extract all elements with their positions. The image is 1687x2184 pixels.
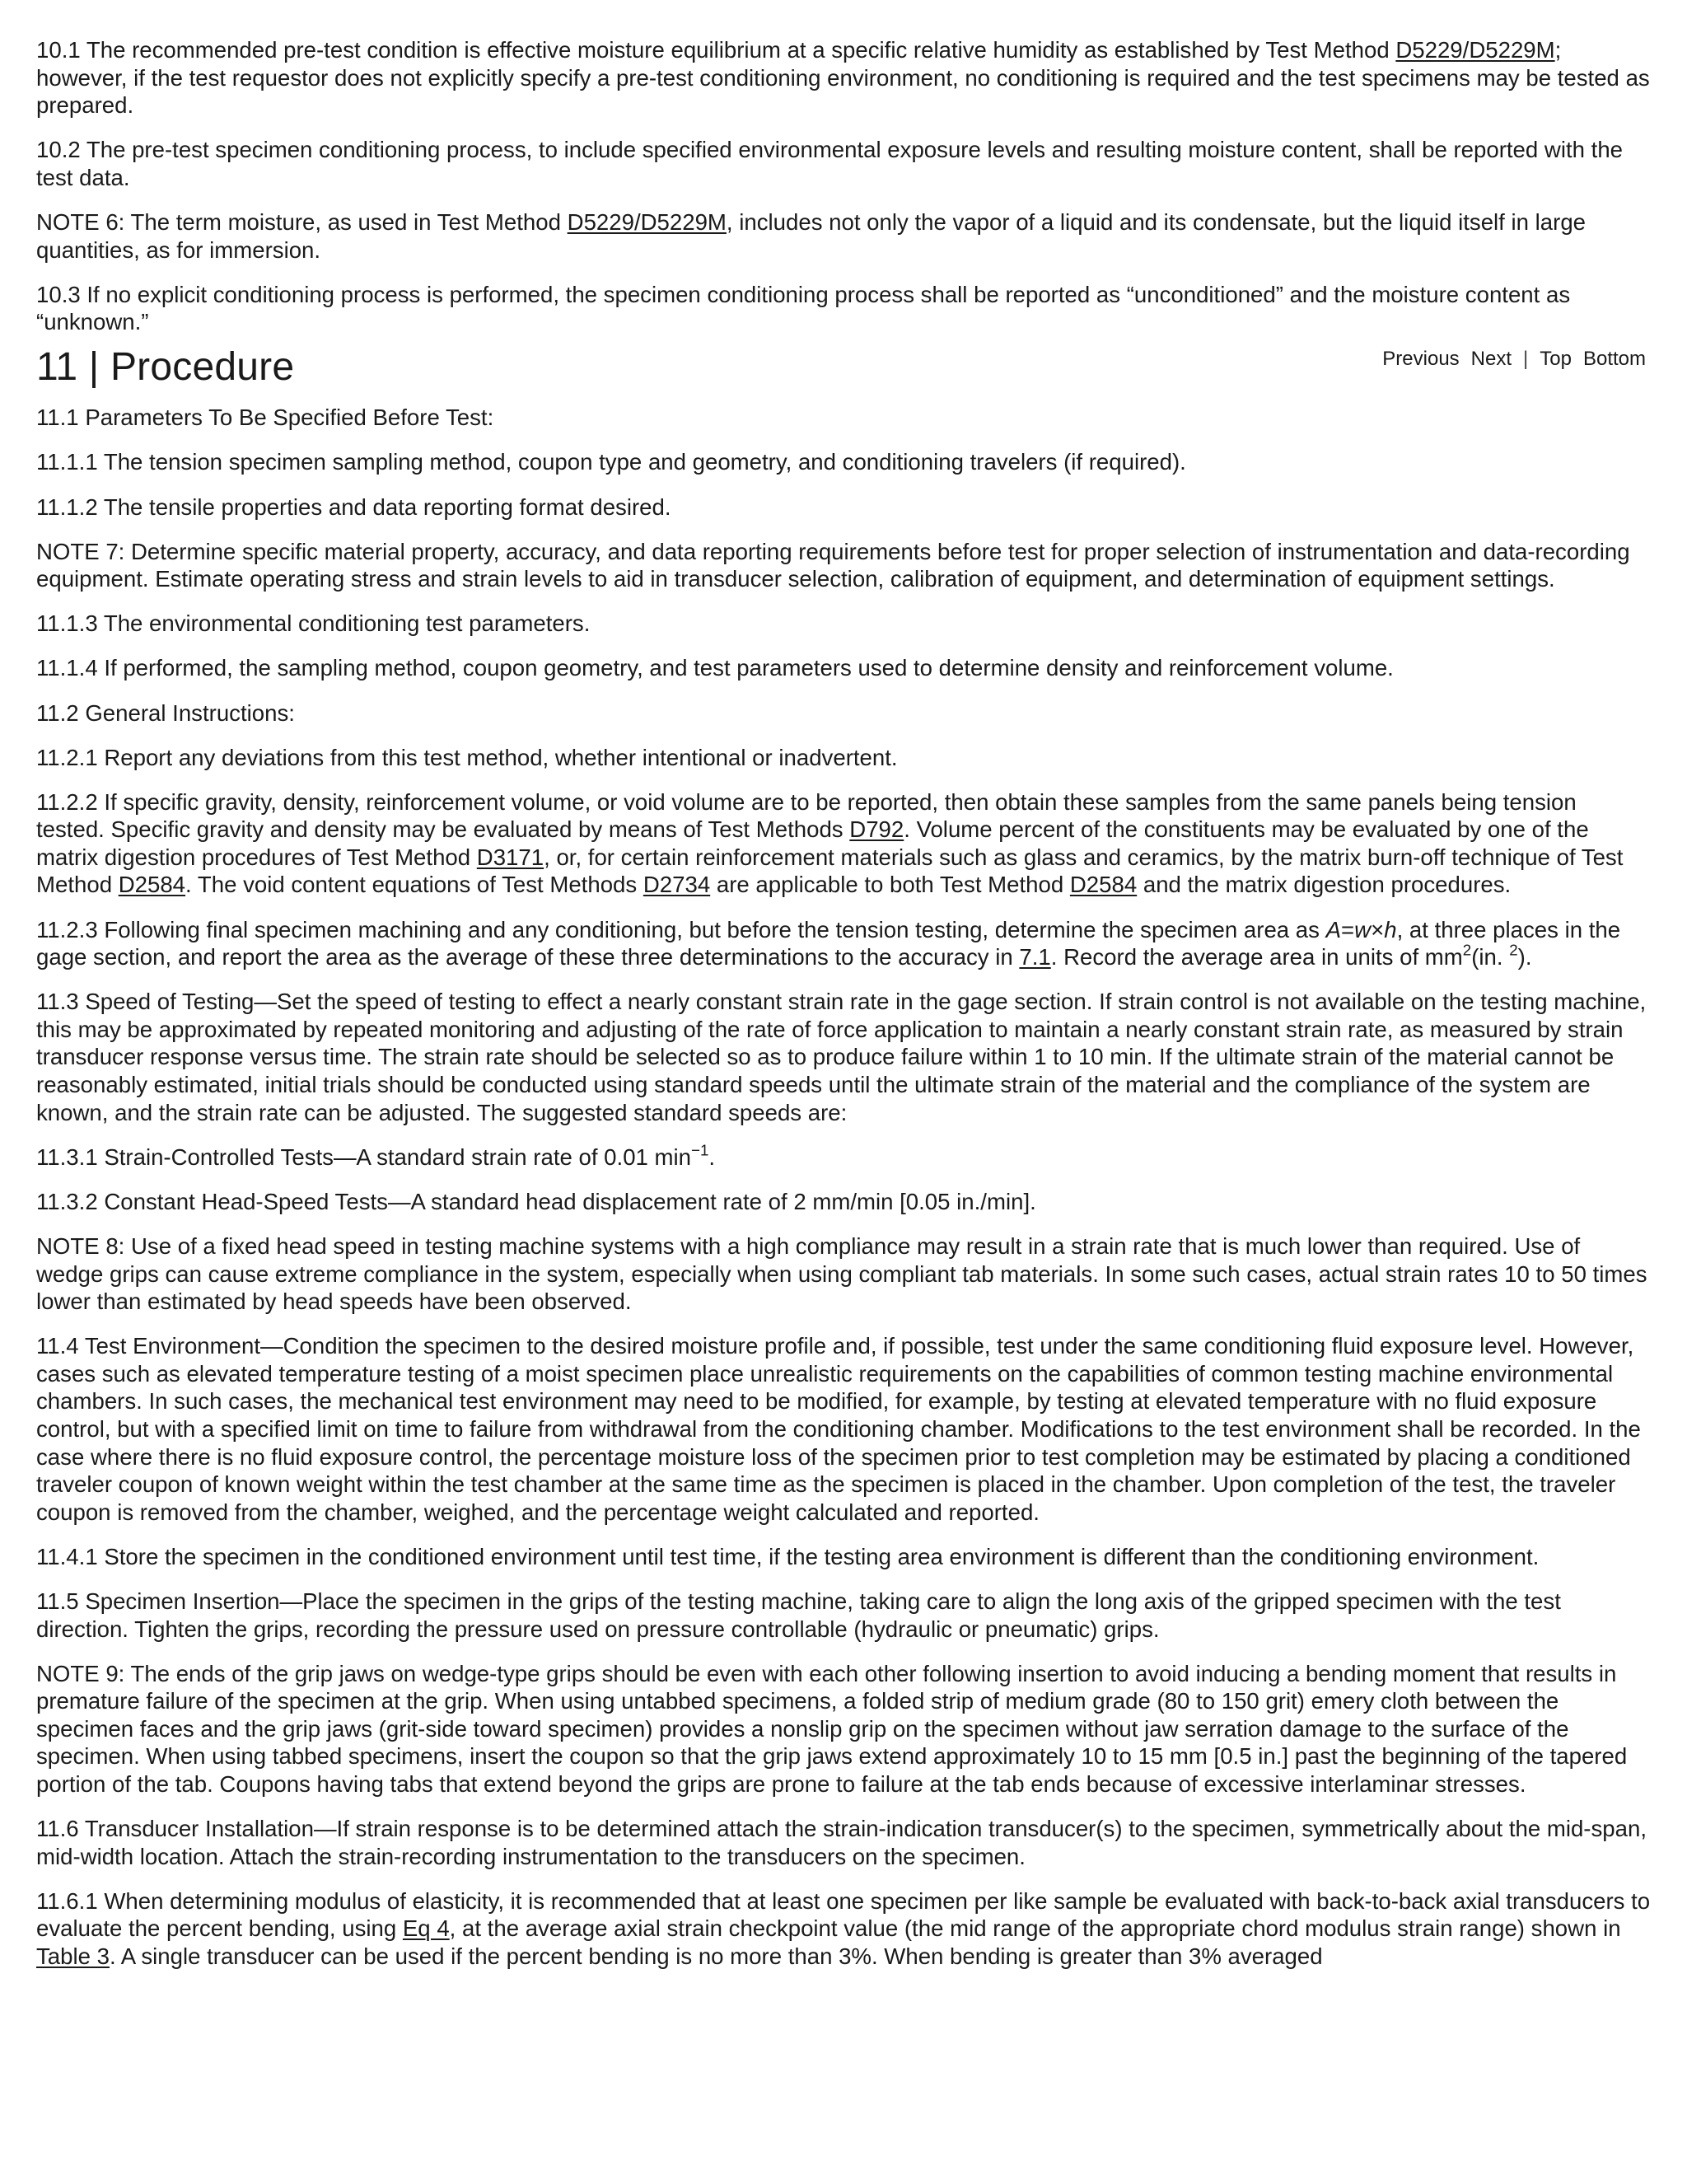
- text: . Record the average area in units of mm: [1050, 944, 1463, 970]
- paragraph-11-4: 11.4 Test Environment—Condition the specimen to the desired moisture profile and, if possible, test under the same conditioning fluid exposure level. However, cases such as elevated temperature testing of a moist specimen place unrealistic requirements on the capabilities of common testing machine environmental chambers. In such cases, the mechanical test environment may need to be modified, for example, by testing at elevated temperature with no fluid exposure control, but with a specified limit on time to failure from withdrawal from the conditioning chamber. Modifications to the test environment shall be recorded. In the case where there is no fluid exposure control, the percentage moisture loss of the specimen prior to test completion may be estimated by placing a conditioned traveler coupon of known weight within the test chamber at the same time as the specimen is placed in the chamber. Upon completion of the test, the traveler coupon is removed from the chamber, weighed, and the percentage weight calculated and reported.: [36, 1333, 1641, 1525]
- text: 11.6.1 When determining modulus of elasticity, it is recommended that at least one specimen per like sample be evaluated with back-to-back axial transducers to evaluate the percent bending, using: [36, 1887, 1651, 1942]
- nav-previous-link[interactable]: Previous: [1382, 348, 1460, 371]
- superscript: 2: [1509, 941, 1518, 959]
- section-nav: [1382, 341, 1651, 371]
- paragraph-10-3: 10.3 If no explicit conditioning process is performed, the specimen conditioning process shall be reported as “unconditioned” and the moisture content as “unknown.”: [36, 281, 1571, 335]
- link-table-3[interactable]: Table 3: [36, 1943, 110, 1969]
- note-6: [36, 208, 1651, 264]
- link-eq-4[interactable]: Eq 4: [402, 1915, 450, 1942]
- text: .: [708, 1143, 716, 1170]
- paragraph-11-2-3: [36, 916, 1651, 971]
- paragraph-11-1-1: 11.1.1 The tension specimen sampling method, coupon type and geometry, and conditioning travelers (if required).: [36, 449, 1186, 475]
- text: , includes not only the vapor of a liquid and its condensate, but the liquid itself in large quantities, as for immersion.: [36, 208, 1587, 263]
- link-d2734[interactable]: D2734: [643, 872, 711, 898]
- text: 11.2.2 If specific gravity, density, reinforcement volume, or void volume are to be reported, then obtain these samples from the same panels being tension tested. Specific gravity and density may be evaluated by means of Test Methods: [36, 788, 1577, 843]
- paragraph-11-6-1: [36, 1887, 1651, 1971]
- note-8: NOTE 8: Use of a fixed head speed in testing machine systems with a high compliance may result in a strain rate that is much lower than required. Use of wedge grips can cause extreme compliance in the system, especially when using compliant tab materials. In some such cases, actual strain rates 10 to 50 times lower than estimated by head speeds have been observed.: [36, 1232, 1647, 1315]
- paragraph-10-1: [36, 36, 1651, 119]
- section-title: 11 | Procedure: [36, 345, 295, 390]
- text: 11.2.3 Following final specimen machining and any conditioning, but before the tension testing, determine the specimen area as: [36, 916, 1326, 942]
- text: are applicable to both Test Method: [710, 872, 1070, 898]
- superscript: −1: [691, 1141, 709, 1159]
- formula-width: w: [1354, 916, 1372, 942]
- text: . The void content equations of Test Methods: [185, 872, 643, 898]
- link-section-7-1[interactable]: 7.1: [1019, 944, 1051, 970]
- nav-next-link[interactable]: Next: [1470, 348, 1512, 371]
- paragraph-11-2-2: [36, 788, 1651, 899]
- paragraph-11-1: 11.1 Parameters To Be Specified Before Test:: [36, 405, 494, 431]
- text: ; however, if the test requestor does not explicitly specify a pre-test conditioning environment, no conditioning is required and the test specimens may be tested as prepared.: [36, 37, 1650, 119]
- text: . Volume percent of the constituents may be evaluated by one of the matrix digestion procedures of Test Method: [36, 816, 1589, 870]
- paragraph-11-4-1: 11.4.1 Store the specimen in the conditioned environment until test time, if the testing area environment is different than the conditioning environment.: [36, 1543, 1540, 1569]
- paragraph-11-1-4: 11.1.4 If performed, the sampling method, coupon geometry, and test parameters used to determine density and reinforcement volume.: [36, 655, 1394, 681]
- paragraph-11-5: 11.5 Specimen Insertion—Place the specimen in the grips of the testing machine, taking care to align the long axis of the gripped specimen with the test direction. Tighten the grips, recording the pressure used on pressure controllable (hydraulic or pneumatic) grips.: [36, 1588, 1561, 1642]
- nav-top-link[interactable]: Top: [1540, 348, 1572, 371]
- text: 10.1 The recommended pre-test condition is effective moisture equilibrium at a specific relative humidity as established by Test Method: [36, 37, 1396, 63]
- text: . A single transducer can be used if the percent bending is no more than 3%. When bending is greater than 3% averaged: [109, 1943, 1323, 1969]
- note-9: NOTE 9: The ends of the grip jaws on wedge-type grips should be even with each other following insertion to avoid inducing a bending moment that results in premature failure of the specimen at the grip. When using untabbed specimens, a folded strip of medium grade (80 to 150 grit) emery cloth between the specimen faces and the grip jaws (grit-side toward specimen) provides a nonslip grip on the specimen without jaw serration damage to the surface of the specimen. When using tabbed specimens, insert the coupon so that the grip jaws extend approximately 10 to 15 mm [0.5 in.] past the beginning of the tapered portion of the tab. Coupons having tabs that extend beyond the grips are prone to failure at the tab ends because of excessive interlaminar stresses.: [36, 1660, 1628, 1797]
- paragraph-11-3-1: [36, 1143, 1651, 1172]
- superscript: 2: [1462, 941, 1472, 959]
- link-d5229[interactable]: D5229/D5229M: [1395, 37, 1555, 63]
- nav-separator: |: [1523, 348, 1529, 371]
- link-d5229[interactable]: D5229/D5229M: [567, 208, 727, 235]
- formula-area: A: [1325, 916, 1342, 942]
- link-d2584[interactable]: D2584: [1069, 872, 1138, 898]
- paragraph-11-1-2: 11.1.2 The tensile properties and data reporting format desired.: [36, 493, 671, 520]
- text: (in.: [1471, 944, 1510, 970]
- text: , at three places in the gage section, and report the area as the average of these three determinations to the accuracy in: [36, 916, 1621, 970]
- formula-thickness: h: [1384, 916, 1397, 942]
- link-d3171[interactable]: D3171: [476, 844, 544, 870]
- link-d792[interactable]: D792: [849, 816, 904, 843]
- paragraph-11-3: 11.3 Speed of Testing—Set the speed of testing to effect a nearly constant strain rate in the gage section. If strain control is not available on the testing machine, this may be approximated by repeated monitoring and adjusting of the rate of force application to maintain a nearly constant strain rate, as measured by strain transducer response versus time. The strain rate should be selected so as to produce failure within 1 to 10 min. If the ultimate strain of the material cannot be reasonably estimated, initial trials should be conducted using standard speeds until the ultimate strain of the material and the compliance of the system are known, and the strain rate can be adjusted. The suggested standard speeds are:: [36, 989, 1647, 1125]
- paragraph-11-2-1: 11.2.1 Report any deviations from this test method, whether intentional or inadvertent.: [36, 744, 898, 770]
- section-header: [36, 341, 1651, 394]
- text: 11.3.1 Strain-Controlled Tests—A standard strain rate of 0.01 min: [36, 1143, 692, 1170]
- text: ).: [1517, 944, 1532, 970]
- text: and the matrix digestion procedures.: [1137, 872, 1512, 898]
- text: , at the average axial strain checkpoint value (the mid range of the appropriate chord modulus strain range) shown in: [449, 1915, 1621, 1942]
- formula-equals: =: [1341, 916, 1355, 942]
- formula-times: ×: [1371, 916, 1385, 942]
- paragraph-11-2: 11.2 General Instructions:: [36, 699, 295, 726]
- note-7: NOTE 7: Determine specific material property, accuracy, and data reporting requirements before test for proper selection of instrumentation and data-recording equipment. Estimate operating stress and strain levels to aid in transducer selection, calibration of equipment, and determination of equipment settings.: [36, 538, 1630, 592]
- link-d2584[interactable]: D2584: [118, 872, 186, 898]
- paragraph-11-6: 11.6 Transducer Installation—If strain response is to be determined attach the strain-indication transducer(s) to the specimen, symmetrically about the mid-span, mid-width location. Attach the strain-recording instrumentation to the transducers on the specimen.: [36, 1816, 1647, 1869]
- paragraph-10-2: 10.2 The pre-test specimen conditioning process, to include specified environmental exposure levels and resulting moisture content, shall be reported with the test data.: [36, 137, 1624, 190]
- text: , or, for certain reinforcement materials such as glass and ceramics, by the matrix burn-off technique of Test Method: [36, 844, 1624, 898]
- paragraph-11-1-3: 11.1.3 The environmental conditioning test parameters.: [36, 610, 591, 637]
- nav-bottom-link[interactable]: Bottom: [1582, 348, 1646, 371]
- paragraph-11-3-2: 11.3.2 Constant Head-Speed Tests—A standard head displacement rate of 2 mm/min [0.05 in./min].: [36, 1188, 1036, 1214]
- text: NOTE 6: The term moisture, as used in Test Method: [36, 208, 568, 235]
